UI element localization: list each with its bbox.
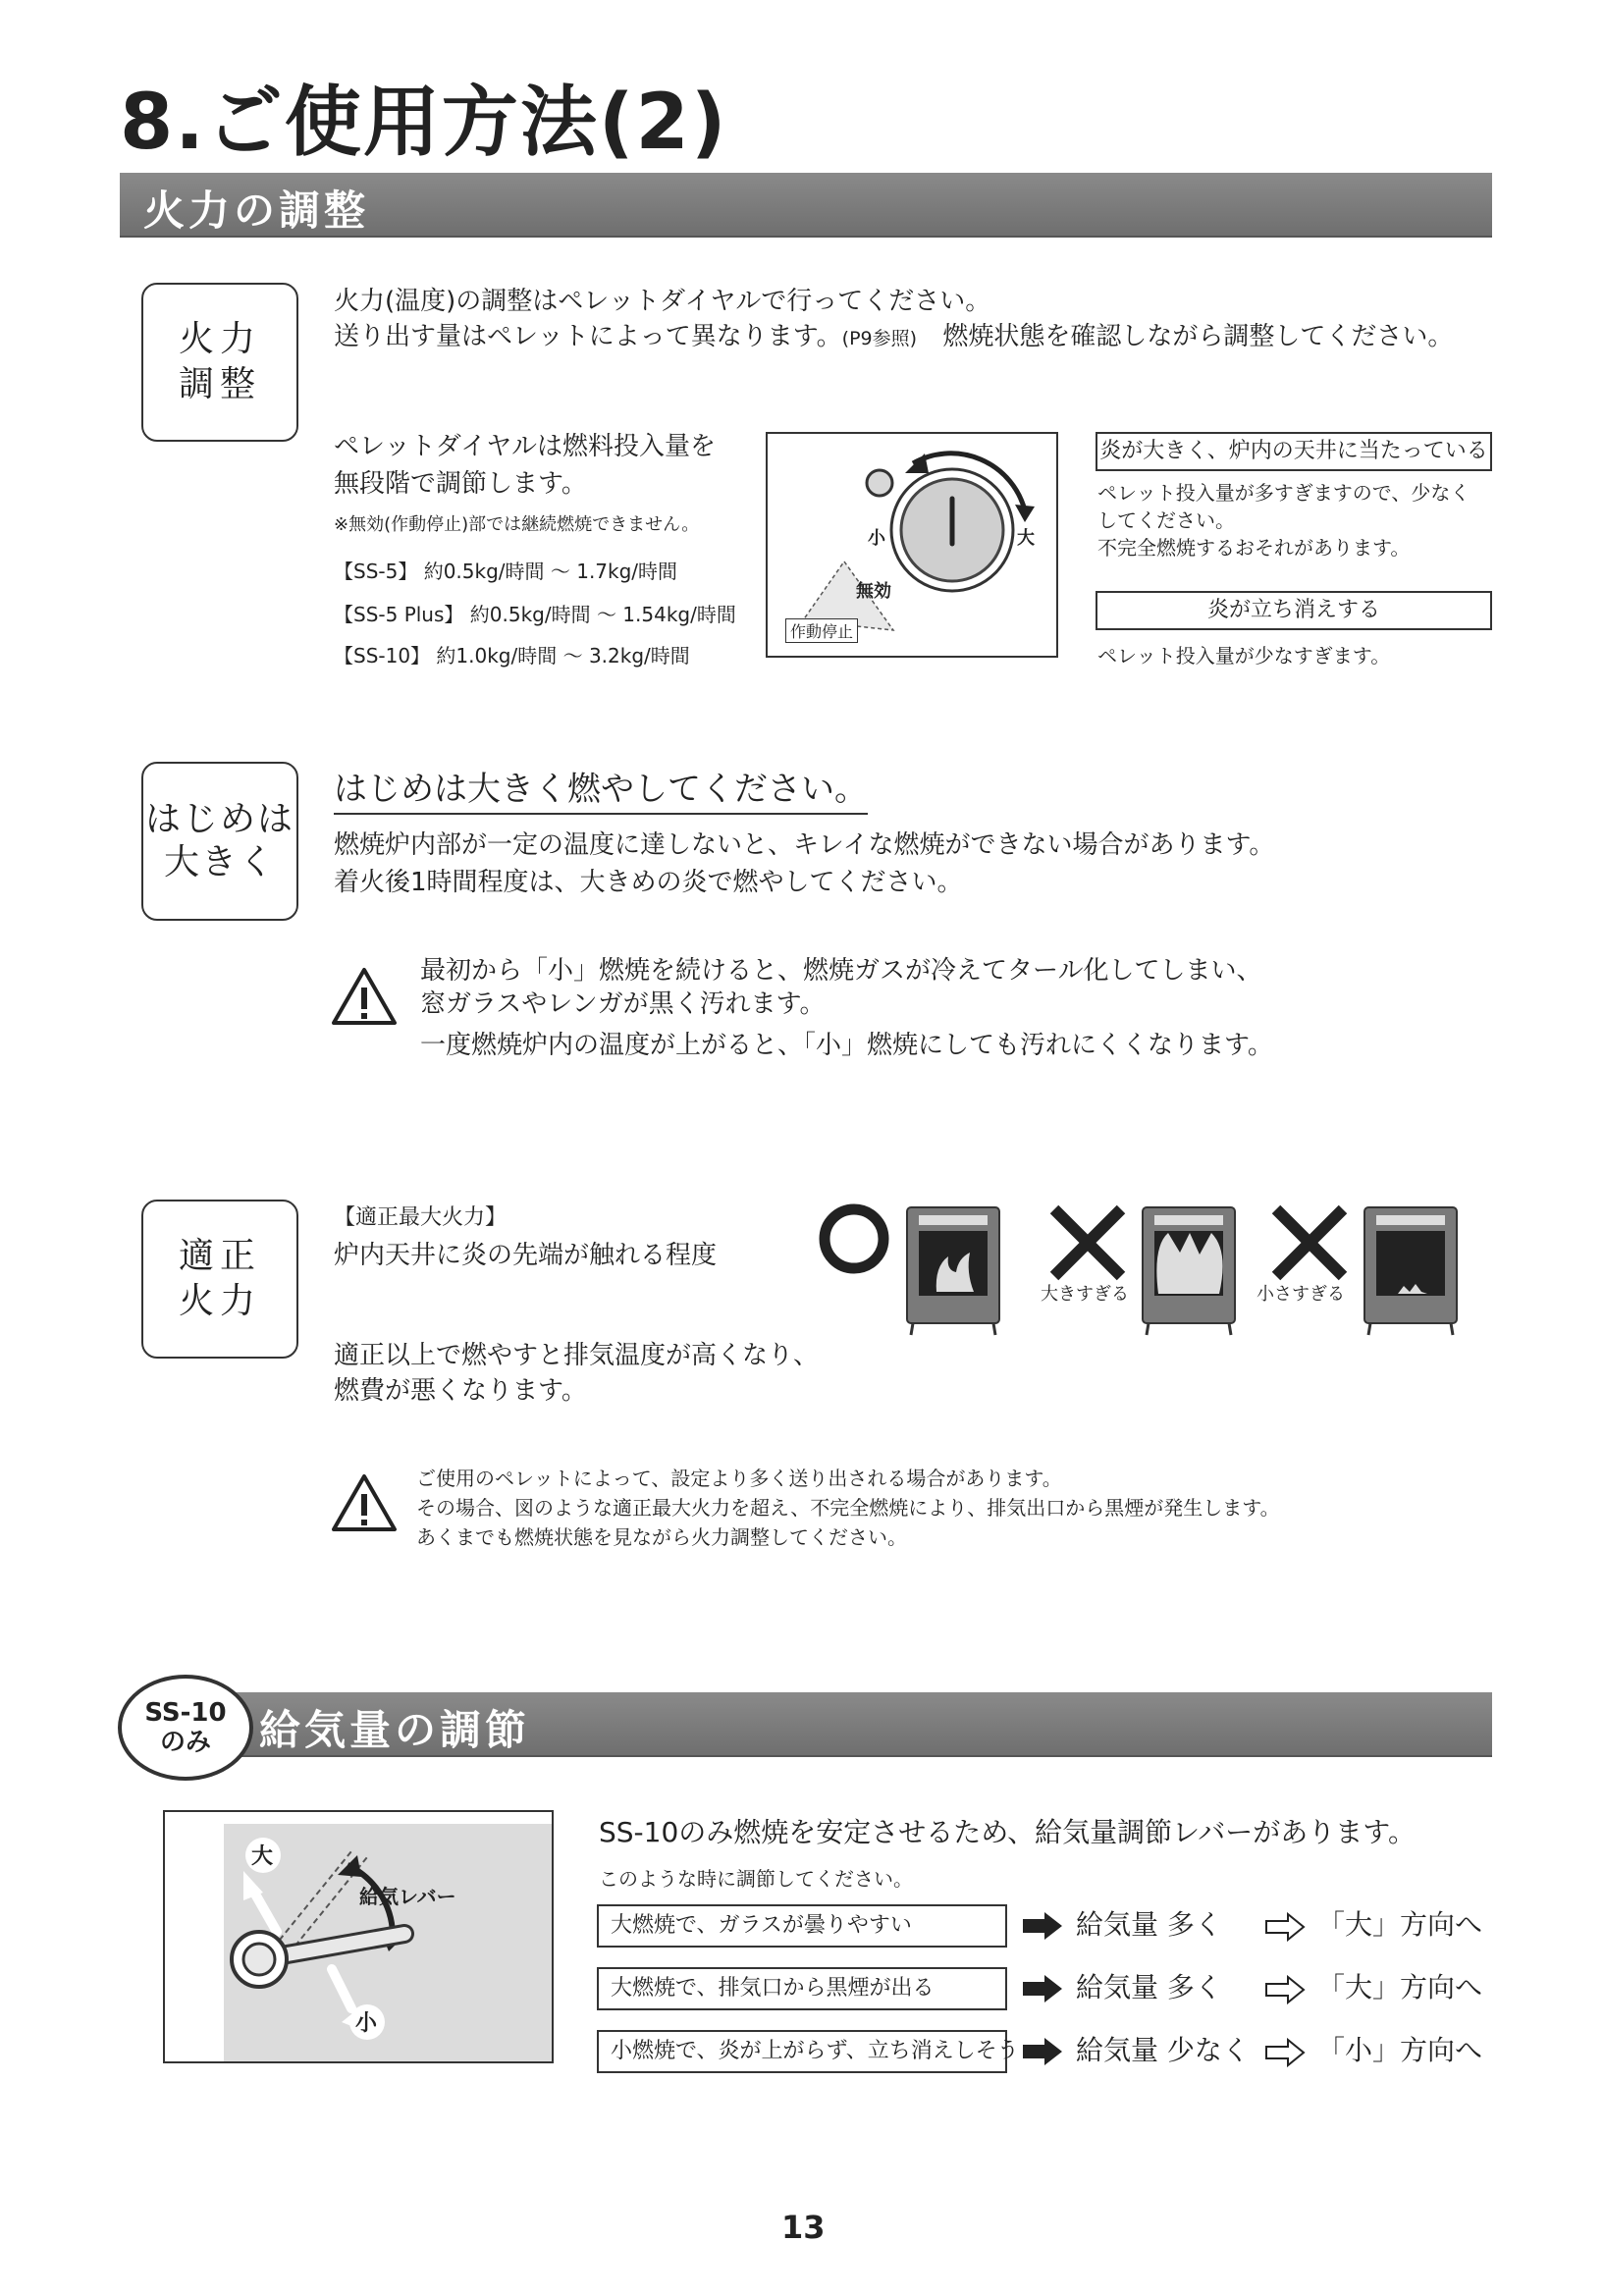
start-warn-2: 窓ガラスやレンガが黒く汚れます。	[420, 989, 826, 1019]
outline-arrow-icon	[1264, 2038, 1306, 2067]
start-line2: 着火後1時間程度は、大きめの炎で燃やしてください。	[334, 868, 963, 897]
pellet-dial-illustration	[766, 432, 1058, 658]
air-row-2-situation: 大燃焼で、排気口から黒煙が出る	[597, 1967, 1007, 2010]
case-too-big-text-1: ペレット投入量が多すぎますので、少なく	[1097, 481, 1470, 505]
air-row-3-amount: 給気量 少なく	[1076, 2034, 1250, 2066]
ng-cross-icon-2	[1276, 1209, 1343, 1276]
solid-arrow-icon	[1023, 2038, 1062, 2065]
air-row-2-amount: 給気量 多く	[1076, 1971, 1222, 2003]
proper-line3: 燃費が悪くなります。	[334, 1376, 587, 1406]
dial-small-label: 小	[868, 528, 885, 549]
warning-icon-2	[330, 1472, 399, 1533]
proper-line2: 適正以上で燃やすと排気温度が高くなり、	[334, 1341, 820, 1370]
proper-warn-3: あくまでも燃焼状態を見ながら火力調整してください。	[416, 1525, 907, 1549]
spec-ss5: 【SS-5】 約0.5kg/時間 〜 1.7kg/時間	[334, 560, 678, 583]
air-lever-illustration	[163, 1810, 554, 2063]
lever-small-label: 小	[355, 2011, 378, 2036]
air-sub: このような時に調節してください。	[599, 1867, 913, 1891]
section-header-label: 火力の調整	[143, 187, 370, 235]
dial-stop-label: 作動停止	[785, 618, 858, 643]
too-big-label: 大きすぎる	[1041, 1284, 1129, 1305]
proper-warn-1: ご使用のペレットによって、設定より多く送り出される場合があります。	[416, 1467, 1062, 1490]
start-warn-1: 最初から「小」燃焼を続けると、燃焼ガスが冷えてタール化してしまい、	[420, 956, 1262, 986]
stove-too-small-icon	[1364, 1207, 1457, 1335]
page-title: 8.ご使用方法(2)	[120, 79, 728, 167]
outline-arrow-icon	[1264, 1975, 1306, 2004]
proper-line1: 炉内天井に炎の先端が触れる程度	[334, 1241, 718, 1270]
stove-ok-icon	[907, 1207, 999, 1335]
dial-desc-line2: 無段階で調節します。	[334, 469, 587, 499]
case-out-title: 炎が立ち消えする	[1096, 591, 1492, 630]
spec-ss10: 【SS-10】 約1.0kg/時間 〜 3.2kg/時間	[334, 644, 690, 667]
label-proper-heat: 適正 火力	[141, 1200, 298, 1359]
dial-invalid-label: 無効	[856, 581, 891, 602]
case-too-big-text-3: 不完全燃焼するおそれがあります。	[1097, 536, 1411, 560]
section-header-heat	[120, 173, 1492, 238]
start-warn-3: 一度燃焼炉内の温度が上がると、「小」燃焼にしても汚れにくくなります。	[420, 1031, 1273, 1060]
ng-cross-icon-1	[1054, 1209, 1121, 1276]
label-start-big: はじめは 大きく	[141, 762, 298, 921]
proper-heading: 【適正最大火力】	[334, 1205, 508, 1230]
proper-warn-2: その場合、図のような適正最大火力を超え、不完全燃焼により、排気出口から黒煙が発生します。	[416, 1496, 1280, 1520]
label-heat-adjust: 火力 調整	[141, 283, 298, 442]
lever-name-label: 給気レバー	[359, 1885, 456, 1908]
outline-arrow-icon	[1264, 1912, 1306, 1942]
dial-desc-line1: ペレットダイヤルは燃料投入量を	[334, 432, 716, 461]
air-intro: SS-10のみ燃焼を安定させるため、給気量調節レバーがあります。	[599, 1816, 1416, 1848]
ok-circle-icon	[825, 1209, 883, 1268]
too-small-label: 小さすぎる	[1256, 1284, 1345, 1305]
heat-intro-line2: 送り出す量はペレットによって異なります。(P9参照) 燃焼状態を確認しながら調整してください。	[334, 322, 1454, 351]
spec-ss5plus: 【SS-5 Plus】 約0.5kg/時間 〜 1.54kg/時間	[334, 603, 736, 626]
page-number: 13	[781, 2209, 826, 2246]
indicator-lamp-icon	[867, 470, 892, 496]
stove-comparison-illustration	[809, 1198, 1476, 1341]
start-line1: 燃焼炉内部が一定の温度に達しないと、キレイな燃焼ができない場合があります。	[334, 830, 1275, 860]
lever-large-label: 大	[251, 1844, 274, 1869]
case-out-text: ペレット投入量が少なすぎます。	[1097, 644, 1391, 667]
heat-intro-line1: 火力(温度)の調整はペレットダイヤルで行ってください。	[334, 287, 991, 316]
air-row-2-direction: 「大」方向へ	[1317, 1971, 1483, 2003]
air-row-1-direction: 「大」方向へ	[1317, 1908, 1483, 1941]
air-row-3-situation: 小燃焼で、炎が上がらず、立ち消えしそう	[597, 2030, 1007, 2073]
solid-arrow-icon	[1023, 1975, 1062, 2002]
dial-note: ※無効(作動停止)部では継続燃焼できません。	[334, 514, 700, 535]
air-row-1-amount: 給気量 多く	[1076, 1908, 1222, 1941]
warning-icon	[330, 966, 399, 1027]
section-header-air	[224, 1692, 1492, 1757]
solid-arrow-icon	[1023, 1912, 1062, 1940]
stove-too-big-icon	[1143, 1207, 1235, 1335]
dial-large-label: 大	[1017, 528, 1035, 549]
ss10-only-badge: SS-10 のみ	[118, 1675, 253, 1781]
start-heading: はじめは大きく燃やしてください。	[334, 768, 868, 815]
section-header-air-label: 給気量の調節	[259, 1706, 531, 1754]
air-row-1-situation: 大燃焼で、ガラスが曇りやすい	[597, 1904, 1007, 1948]
air-row-3-direction: 「小」方向へ	[1317, 2034, 1483, 2066]
case-too-big-text-2: してください。	[1097, 508, 1235, 532]
case-too-big-title: 炎が大きく、炉内の天井に当たっている	[1096, 432, 1492, 471]
